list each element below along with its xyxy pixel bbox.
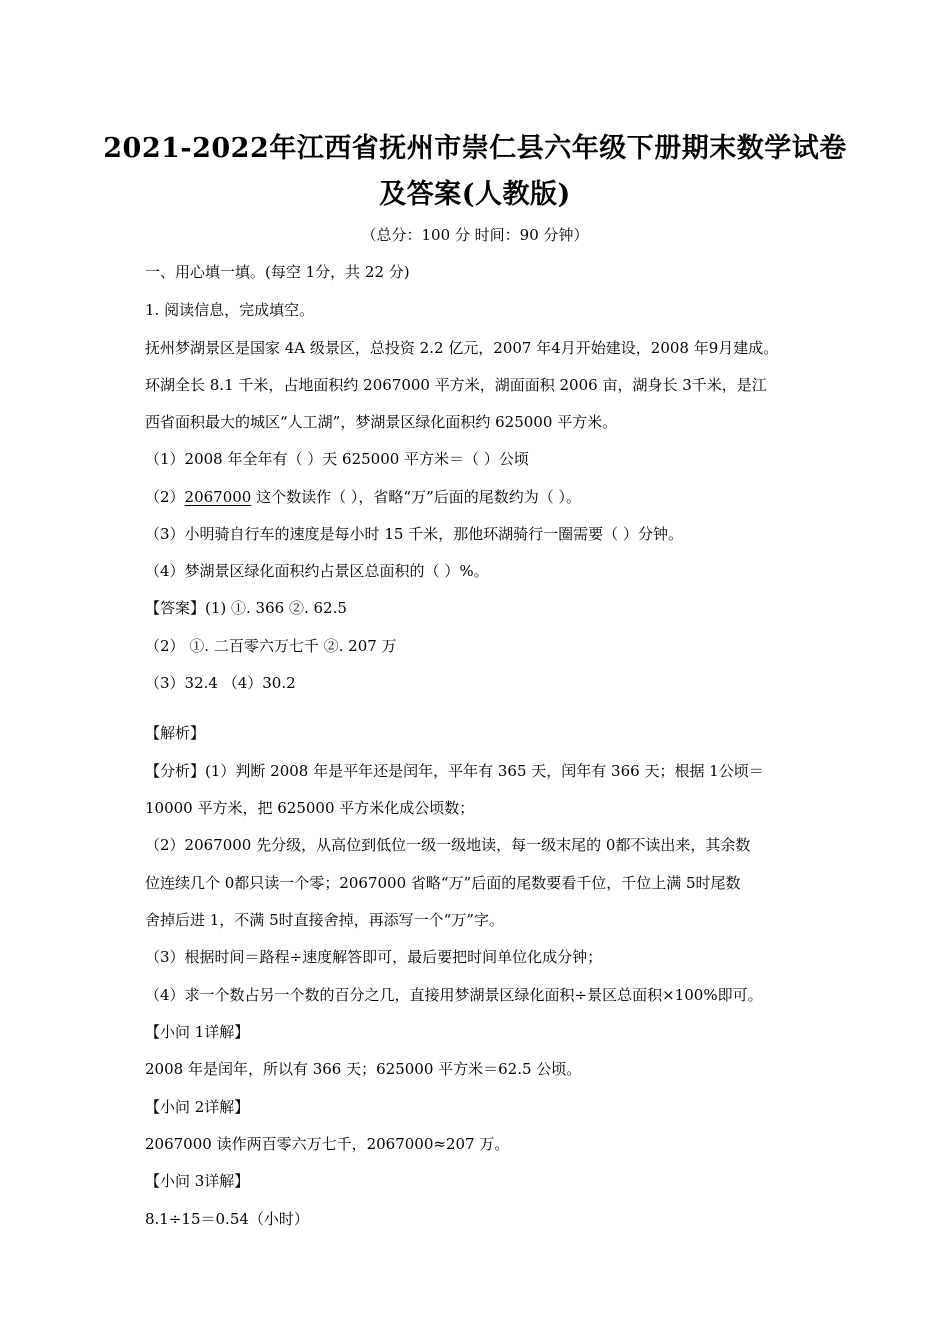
section-1-heading: 一、用心填一填。(每空 1分，共 22 分): [145, 263, 410, 281]
detail-2-heading: 【小问 2详解】: [145, 1098, 250, 1116]
question-1-part-4: （4）梦湖景区绿化面积约占景区总面积的（ ）%。: [145, 562, 489, 580]
q1-2-underlined-number: 2067000: [184, 488, 252, 506]
answer-line-2: （2） ①. 二百零六万七千 ②. 207 万: [145, 637, 397, 655]
q1-2-prefix: （2）: [145, 488, 185, 506]
detail-1-text: 2008 年是闰年，所以有 366 天；625000 平方米＝62.5 公顷。: [145, 1060, 582, 1078]
detail-2-text: 2067000 读作两百零六万七千，2067000≈207 万。: [145, 1135, 510, 1153]
analysis-line-6: （3）根据时间＝路程÷速度解答即可，最后要把时间单位化成分钟；: [145, 948, 603, 966]
score-time-info: （总分：100 分 时间：90 分钟）: [361, 226, 589, 244]
passage-line-3: 西省面积最大的城区“人工湖”，梦湖景区绿化面积约 625000 平方米。: [145, 413, 618, 431]
detail-3-heading: 【小问 3详解】: [145, 1172, 250, 1190]
detail-3-text: 8.1÷15＝0.54（小时）: [145, 1210, 309, 1228]
analysis-line-7: （4）求一个数占另一个数的百分之几，直接用梦湖景区绿化面积÷景区总面积×100%即可。: [145, 986, 763, 1004]
document-title-line-1: 2021-2022年江西省抚州市崇仁县六年级下册期末数学试卷: [103, 133, 847, 164]
analysis-line-1: 【分析】(1）判断 2008 年是平年还是闰年，平年有 365 天，闰年有 366 天；根据 1公顷＝: [145, 762, 764, 780]
analysis-line-3: （2）2067000 先分级，从高位到低位一级一级地读，每一级末尾的 0都不读出来，其余数: [145, 836, 751, 854]
passage-line-1: 抚州梦湖景区是国家 4A 级景区，总投资 2.2 亿元，2007 年4月开始建设，2008 年9月建成。: [145, 339, 779, 357]
passage-line-2: 环湖全长 8.1 千米，占地面积约 2067000 平方米，湖面面积 2006 亩，湖身长 3千米，是江: [145, 376, 767, 394]
answer-line-1: 【答案】(1) ①. 366 ②. 62.5: [145, 599, 347, 617]
question-1-part-2: [145, 487, 581, 507]
question-1-part-3: （3）小明骑自行车的速度是每小时 15 千米，那他环湖骑行一圈需要（ ）分钟。: [145, 525, 683, 543]
analysis-line-5: 舍掉后进 1，不满 5时直接舍掉，再添写一个“万”字。: [145, 911, 504, 929]
answer-line-3: （3）32.4 （4）30.2: [145, 674, 296, 692]
analysis-line-2: 10000 平方米，把 625000 平方米化成公顷数；: [145, 799, 475, 817]
question-1-intro: 1. 阅读信息，完成填空。: [145, 301, 315, 319]
detail-1-heading: 【小问 1详解】: [145, 1023, 250, 1041]
analysis-heading: 【解析】: [145, 724, 206, 742]
document-title-line-2: 及答案(人教版): [379, 179, 571, 210]
q1-2-rest: 这个数读作（ ），省略“万”后面的尾数约为（ ）。: [251, 488, 582, 506]
question-1-part-1: （1）2008 年全年有（ ）天 625000 平方米＝（ ）公顷: [145, 450, 529, 468]
analysis-line-4: 位连续几个 0都只读一个零；2067000 省略“万”后面的尾数要看千位，千位上满 5时尾数: [145, 874, 741, 892]
